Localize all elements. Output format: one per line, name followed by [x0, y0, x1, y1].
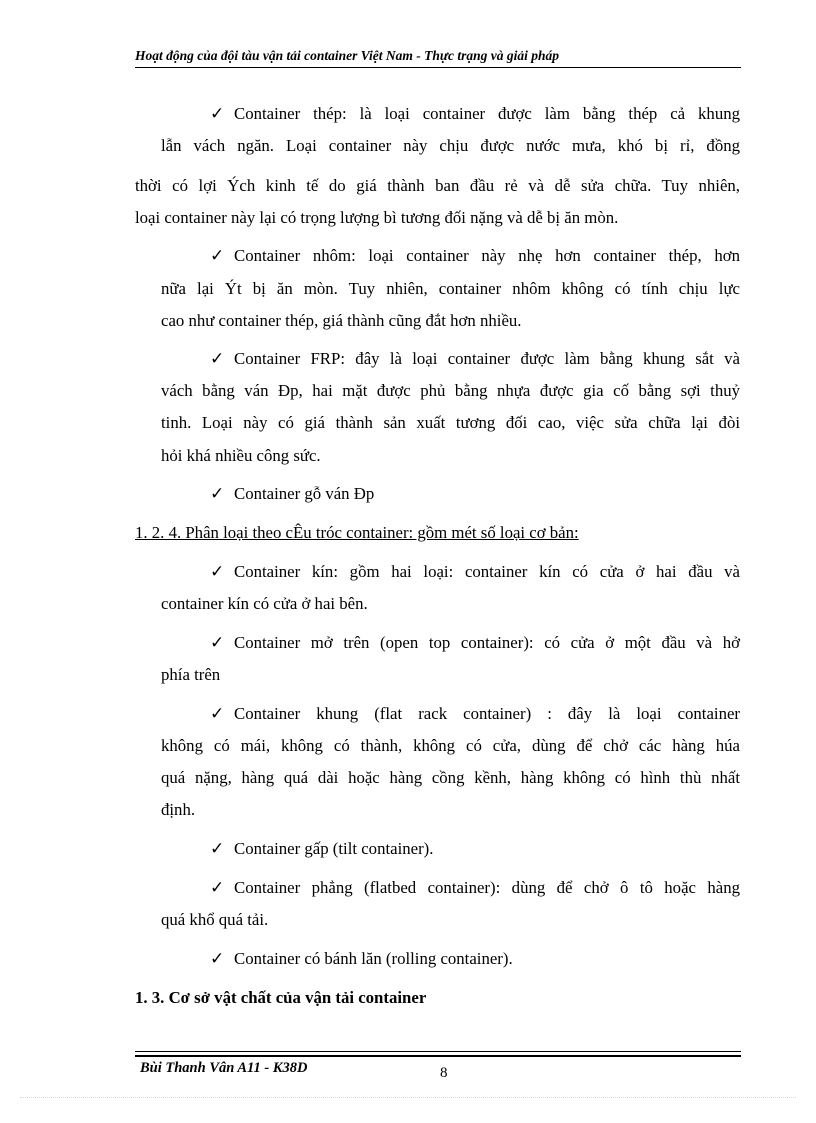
paragraph-line: container kín có cửa ở hai bên.	[161, 594, 368, 613]
paragraph-line: ✓ Container mở trên (open top container): có cửa ở một đầu và hở	[210, 633, 740, 652]
paragraph-line: ✓ Container có bánh lăn (rolling container).	[210, 949, 513, 968]
checkmark-icon: ✓	[210, 949, 225, 968]
footer-author: Bùi Thanh Vân A11 - K38D	[140, 1060, 308, 1076]
paragraph-line: cao như container thép, giá thành cũng đắt hơn nhiều.	[161, 311, 522, 330]
checkmark-icon: ✓	[210, 349, 225, 368]
paragraph-line: thời có lợi Ých kinh tế do giá thành ban đầu rẻ và dễ sửa chữa. Tuy nhiên,	[135, 176, 740, 195]
section-heading-1-3: 1. 3. Cơ sở vật chất của vận tải container	[135, 988, 427, 1007]
paragraph-line: không có mái, không có thành, không có cửa, dùng để chở các hàng húa	[161, 736, 740, 755]
paragraph-line: loại container này lại có trọng lượng bì tương đối nặng và dễ bị ăn mòn.	[135, 208, 619, 227]
paragraph-line: ✓ Container kín: gồm hai loại: container kín có cửa ở hai đầu và	[210, 562, 740, 581]
running-header: Hoạt động của đội tàu vận tải container Việt Nam - Thực trạng và giải pháp	[135, 48, 559, 63]
paragraph-line: nữa lại Ýt bị ăn mòn. Tuy nhiên, container nhôm không có tính chịu lực	[161, 279, 740, 298]
paragraph-line: ✓ Container nhôm: loại container này nhẹ hơn container thép, hơn	[210, 246, 740, 265]
paragraph-line: phía trên	[161, 665, 221, 684]
checkmark-icon: ✓	[210, 878, 225, 897]
paragraph-line: ✓ Container gấp (tilt container).	[210, 839, 434, 858]
page-bottom-border	[20, 1097, 796, 1098]
header-rule	[135, 67, 741, 68]
paragraph-line: quá nặng, hàng quá dài hoặc hàng cồng kềnh, hàng không có hình thù nhất	[161, 768, 740, 787]
paragraph-line: vách bằng ván Ðp, hai mặt được phủ bằng nhựa được gia cố bằng sợi thuỷ	[161, 381, 740, 400]
paragraph-line: lẫn vách ngăn. Loại container này chịu được nước mưa, khó bị rỉ, đồng	[161, 136, 740, 155]
checkmark-icon: ✓	[210, 704, 225, 723]
checkmark-icon: ✓	[210, 839, 225, 858]
paragraph-line: ✓ Container phẳng (flatbed container): dùng để chở ô tô hoặc hàng	[210, 878, 740, 897]
paragraph-line: hỏi khá nhiều công sức.	[161, 446, 321, 465]
paragraph-line: ✓ Container gỗ ván Ðp	[210, 484, 375, 503]
checkmark-icon: ✓	[210, 633, 225, 652]
paragraph-line: ✓ Container FRP: đây là loại container được làm bằng khung sắt và	[210, 349, 740, 368]
checkmark-icon: ✓	[210, 246, 225, 265]
paragraph-line: tinh. Loại này có giá thành sản xuất tương đối cao, việc sửa chữa lại đòi	[161, 413, 740, 432]
paragraph-line: ✓ Container khung (flat rack container) : đây là loại container	[210, 704, 740, 723]
paragraph-line: ✓ Container thép: là loại container được làm bằng thép cả khung	[210, 104, 740, 123]
footer-rule-thick	[135, 1055, 741, 1057]
paragraph-line: định.	[161, 800, 196, 819]
checkmark-icon: ✓	[210, 104, 225, 123]
checkmark-icon: ✓	[210, 562, 225, 581]
page-number: 8	[440, 1065, 448, 1081]
section-heading-1-2-4: 1. 2. 4. Phân loại theo cÊu tróc container: gồm mét số loại cơ bản:	[135, 523, 579, 542]
checkmark-icon: ✓	[210, 484, 225, 503]
footer-rule	[135, 1051, 741, 1052]
paragraph-line: quá khổ quá tải.	[161, 910, 269, 929]
